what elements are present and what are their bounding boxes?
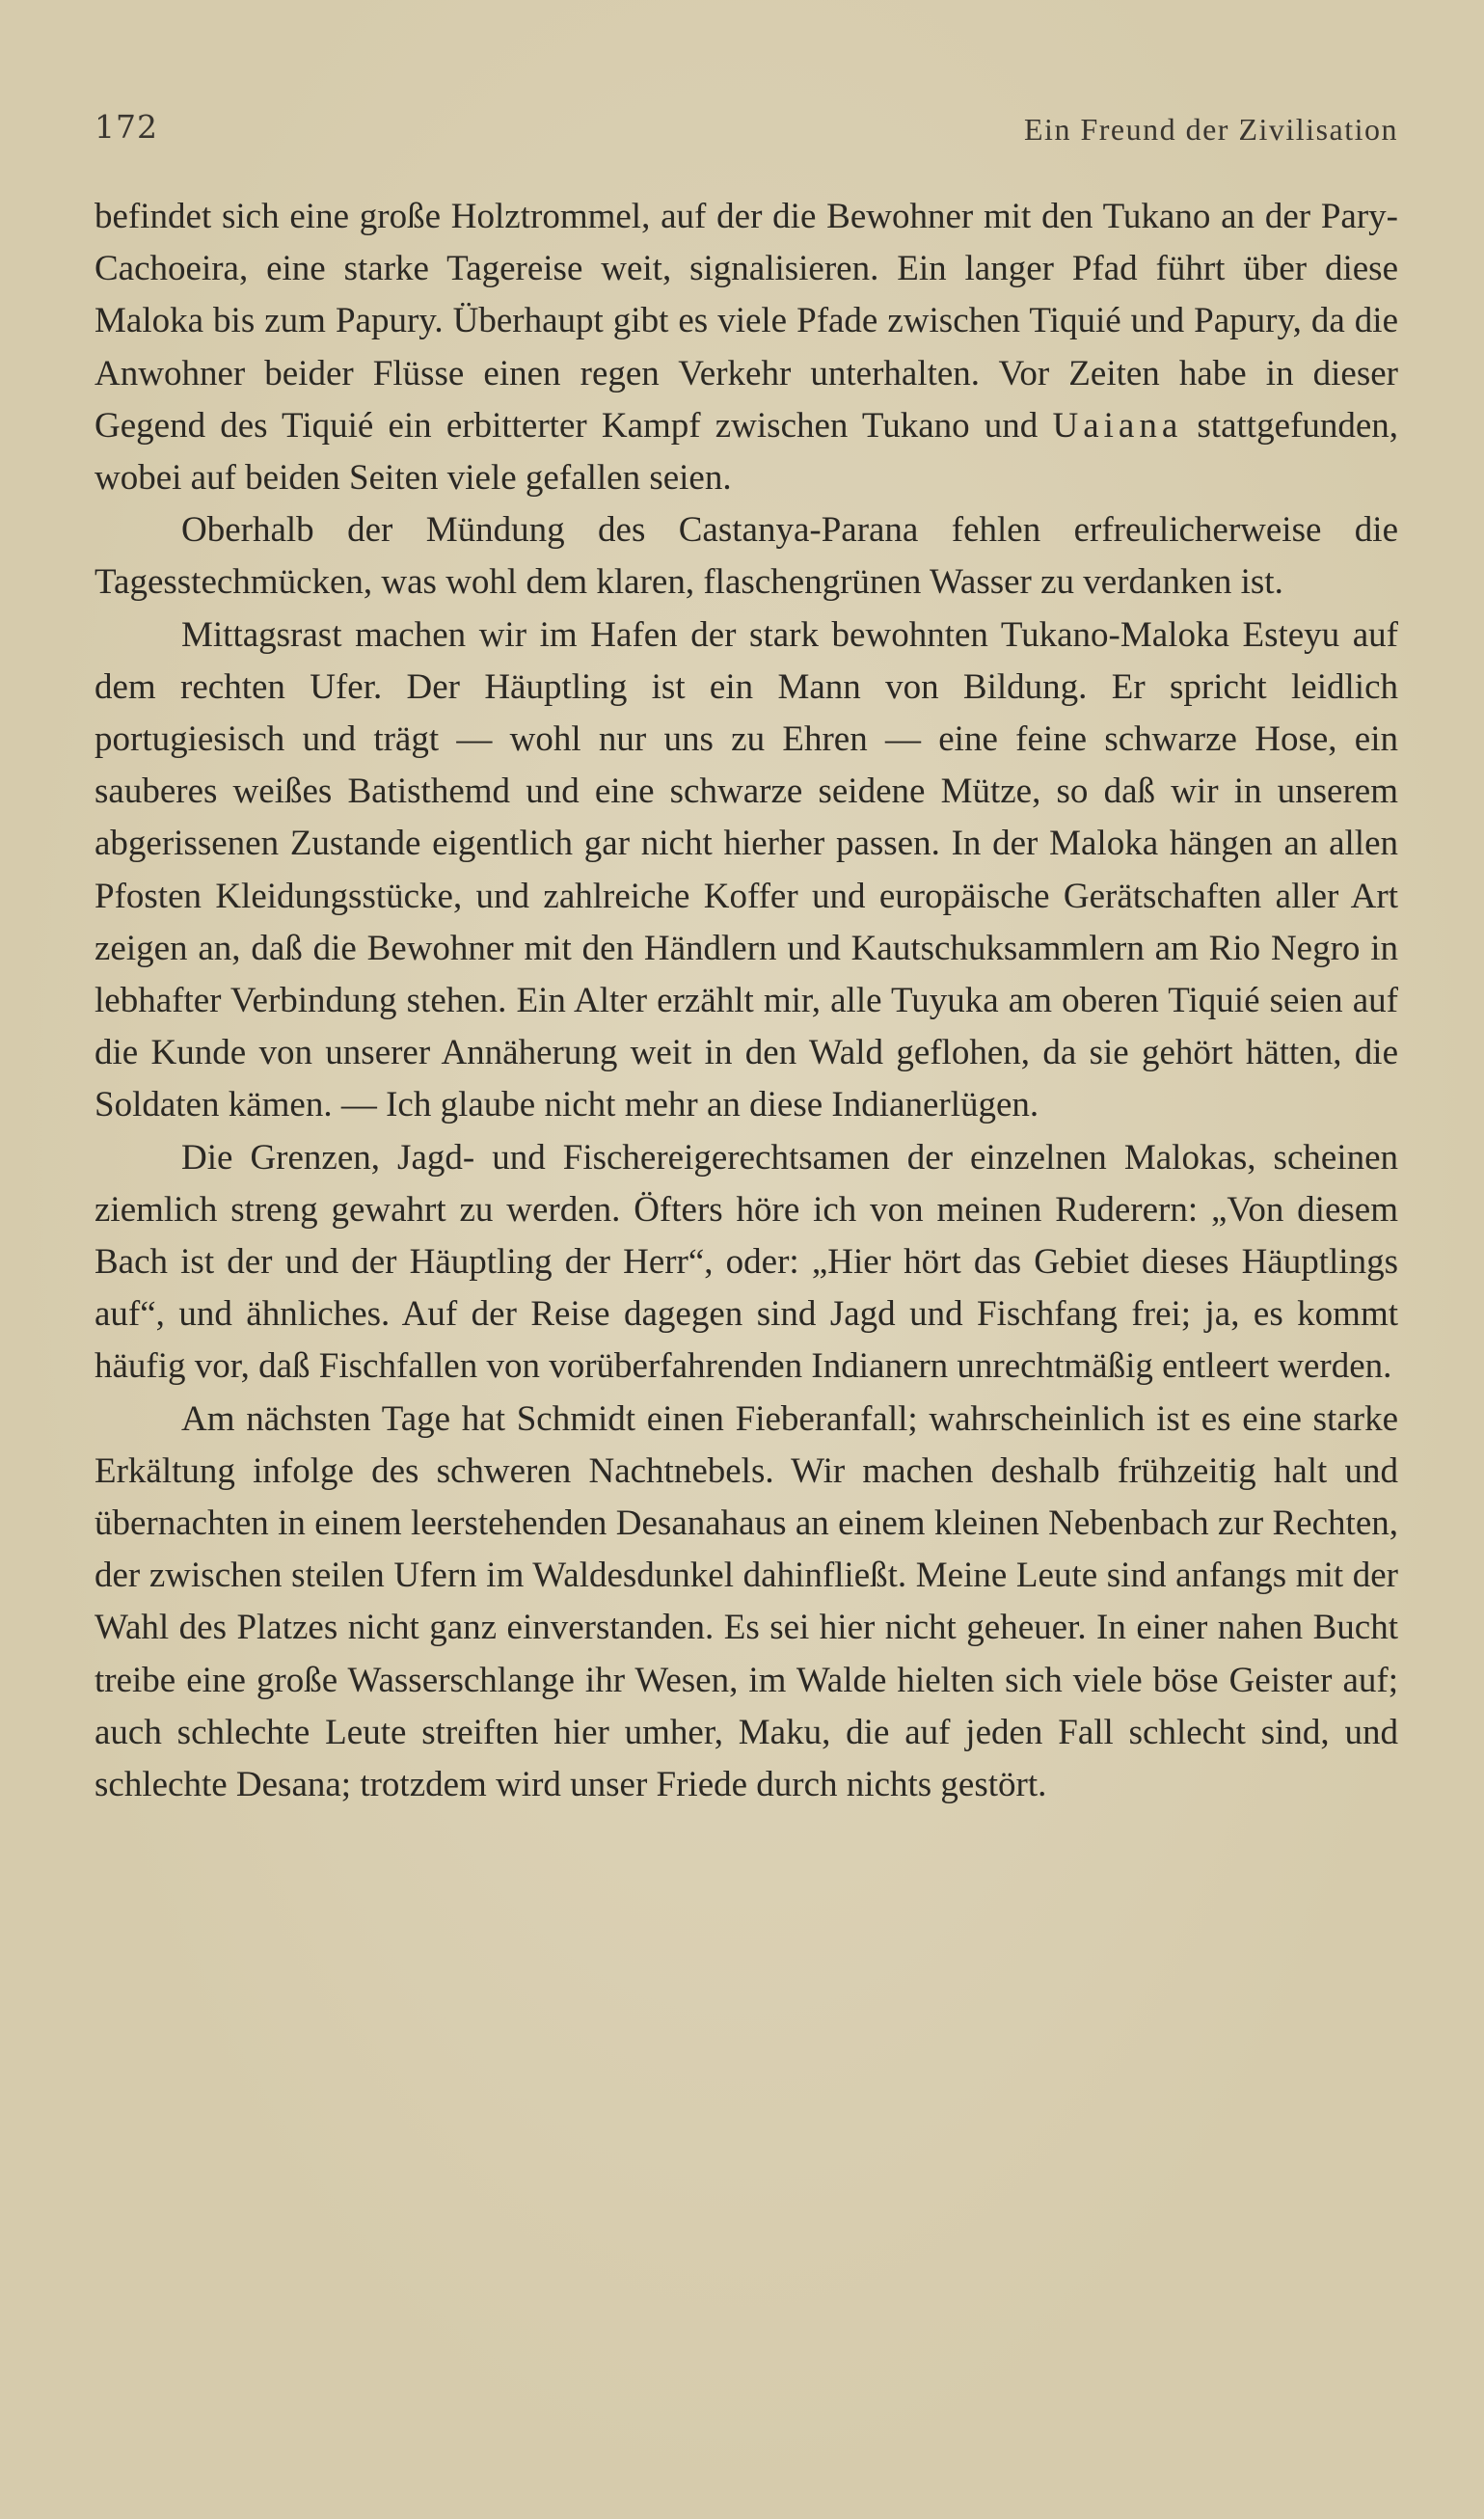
page-number: 172 bbox=[94, 108, 158, 146]
paragraph-1 bbox=[94, 191, 1398, 504]
paragraph-3: Mittagsrast machen wir im Hafen der stark bewohnten Tukano-Maloka Esteyu auf dem rechten Ufer. Der Häuptling ist ein Mann von Bildung. Er spricht leidlich portugiesisch und trägt — wohl nur uns zu Ehren — eine feine schwarze Hose, ein sauberes weißes Batisthemd und eine schwarze seidene Mütze, so daß wir in unserem abgerissenen Zustande eigentlich gar nicht hierher passen. In der Maloka hängen an allen Pfosten Kleidungsstücke, und zahlreiche Koffer und europäische Gerätschaften aller Art zeigen an, daß die Bewohner mit den Händlern und Kautschuksammlern am Rio Negro in lebhafter Verbindung stehen. Ein Alter erzählt mir, alle Tuyuka am oberen Tiquié seien auf die Kunde von unserer Annäherung weit in den Wald geflohen, da sie gehört hätten, die Soldaten kämen. — Ich glaube nicht mehr an diese Indianerlügen. bbox=[94, 614, 1398, 1125]
page-header bbox=[94, 108, 1398, 156]
paragraph-2: Oberhalb der Mündung des Castanya-Parana fehlen erfreulicherweise die Tagesstechmücken, was wohl dem klaren, flaschengrünen Wasser zu verdanken ist. bbox=[94, 510, 1398, 603]
spaced-name-uaiana: Uaiana bbox=[1052, 405, 1183, 446]
body-text bbox=[94, 191, 1398, 1811]
running-head: Ein Freund der Zivilisation bbox=[1024, 112, 1398, 147]
paragraph-5: Am nächsten Tage hat Schmidt einen Fieberanfall; wahrscheinlich ist es eine starke Erkältung infolge des schweren Nachtnebels. Wir machen deshalb frühzeitig halt und übernachten in einem leerstehenden Desanahaus an einem kleinen Nebenbach zur Rechten, der zwischen steilen Ufern im Waldesdunkel dahinfließt. Meine Leute sind anfangs mit der Wahl des Platzes nicht ganz einverstanden. Es sei hier nicht geheuer. In einer nahen Bucht treibe eine große Wasserschlange ihr Wesen, im Walde hielten sich viele böse Geister auf; auch schlechte Leute streiften hier umher, Maku, die auf jeden Fall schlecht sind, und schlechte Desana; trotzdem wird unser Friede durch nichts gestört. bbox=[94, 1398, 1398, 1805]
paragraph-1-text-a: befindet sich eine große Holztrommel, auf der die Bewohner mit den Tukano an der Pary-Cachoeira, eine starke Tagereise weit, signalisieren. Ein langer Pfad führt über diese Maloka bis zum Papury. Überhaupt gibt es viele Pfade zwischen Tiquié und Papury, da die Anwohner beider Flüsse einen regen Verkehr unterhalten. Vor Zeiten habe in dieser Gegend des Tiquié ein erbitterter Kampf zwischen Tukano und bbox=[94, 197, 1398, 446]
paragraph-1-text-b: stattgefunden, wobei auf beiden Seiten viele gefallen seien. bbox=[94, 405, 1398, 499]
paragraph-4: Die Grenzen, Jagd- und Fischereigerechtsamen der einzelnen Malokas, scheinen ziemlich streng gewahrt zu werden. Öfters höre ich von meinen Ruderern: „Von diesem Bach ist der und der Häuptling der Herr“, oder: „Hier hört das Gebiet dieses Häuptlings auf“, und ähnliches. Auf der Reise dagegen sind Jagd und Fischfang frei; ja, es kommt häufig vor, daß Fischfallen von vorüberfahrenden Indianern unrechtmäßig entleert werden. bbox=[94, 1137, 1398, 1387]
